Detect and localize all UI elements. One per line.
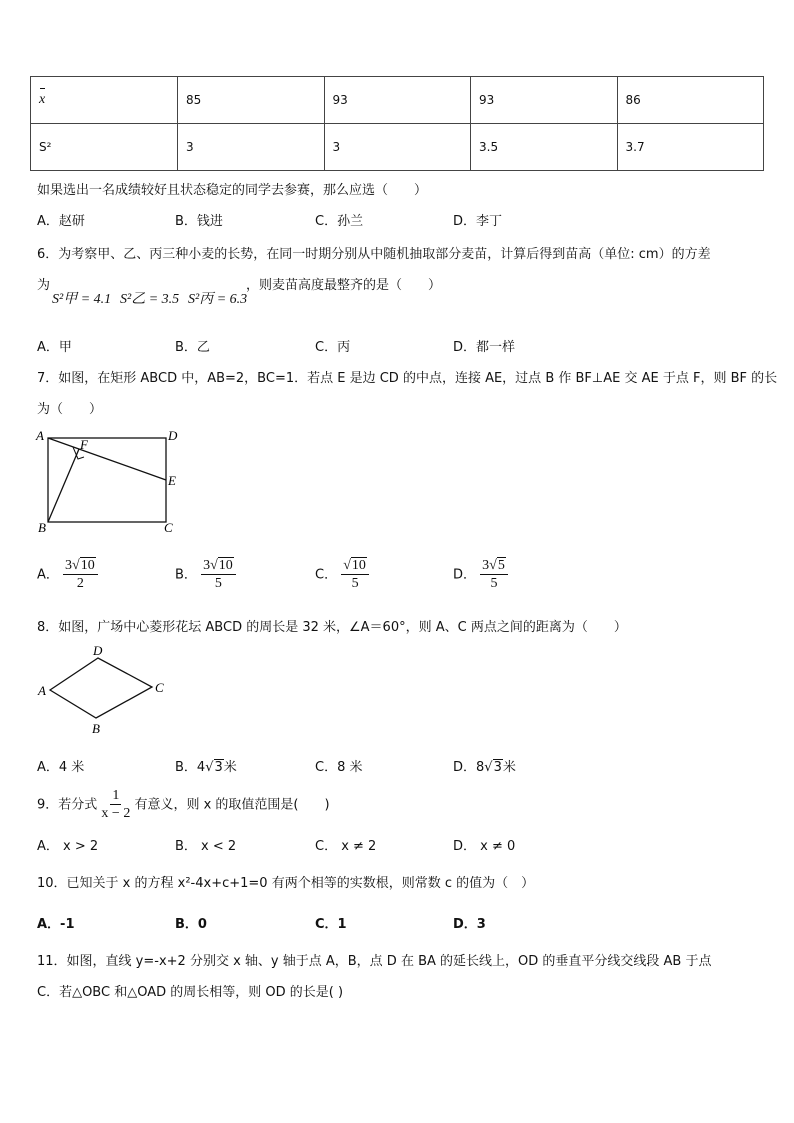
table-cell: 93 bbox=[471, 77, 618, 124]
q7-option-d[interactable]: D． $\frac{3√5}{5}$ bbox=[453, 558, 508, 592]
q9-option-d[interactable]: D． x ≠ 0 bbox=[453, 839, 516, 854]
vertex-label-c: C bbox=[155, 680, 164, 695]
q8-stem: 8．如图，广场中心菱形花坛 ABCD 的周长是 32 米，∠A＝60°，则 A、C 两点之间的距离为（ ） bbox=[37, 620, 627, 635]
vertex-label-a: A bbox=[36, 428, 44, 443]
q8-option-b[interactable]: B．4√3米 bbox=[175, 760, 237, 775]
q9-fraction: $\frac{1}{x - 2}$ bbox=[101, 788, 131, 822]
segment-bf bbox=[48, 449, 79, 522]
table-cell: 3.5 bbox=[471, 124, 618, 171]
variance-label: S² bbox=[31, 124, 178, 171]
q6-variance-3: S²丙 = 6.3 bbox=[188, 292, 248, 307]
table-cell: 3 bbox=[324, 124, 471, 171]
q8-option-a[interactable]: A．4 米 bbox=[37, 760, 85, 775]
q6-option-a[interactable]: A．甲 bbox=[37, 340, 72, 355]
q7-option-b[interactable]: B． $\frac{3√10}{5}$ bbox=[175, 558, 236, 592]
q8-option-c[interactable]: C．8 米 bbox=[315, 760, 363, 775]
q6-option-d[interactable]: D．都一样 bbox=[453, 340, 516, 355]
vertex-label-b: B bbox=[92, 721, 100, 736]
q7-option-c[interactable]: C． $\frac{√10}{5}$ bbox=[315, 558, 369, 592]
vertex-label-e: E bbox=[168, 473, 176, 488]
vertex-label-a: A bbox=[38, 683, 46, 698]
vertex-label-f: F bbox=[80, 437, 88, 452]
q5-option-b[interactable]: B．钱进 bbox=[175, 214, 223, 229]
q11-stem-end: C．若△OBC 和△OAD 的周长相等，则 OD 的长是( ) bbox=[37, 985, 344, 1000]
q7-stem-end: 为（ ） bbox=[37, 402, 103, 417]
mean-label: x bbox=[31, 77, 178, 124]
table-cell: 3 bbox=[178, 124, 325, 171]
table-row bbox=[31, 124, 764, 171]
rectangle-figure bbox=[34, 424, 184, 540]
q8-option-d[interactable]: D．8√3米 bbox=[453, 760, 516, 775]
table-cell: 85 bbox=[178, 77, 325, 124]
table-row bbox=[31, 77, 764, 124]
q11-stem: 11．如图，直线 y=-x+2 分别交 x 轴、y 轴于点 A，B，点 D 在 BA 的延长线上，OD 的垂直平分线交线段 AB 于点 bbox=[37, 954, 712, 969]
q6-lead: 为 bbox=[37, 278, 51, 293]
q5-stem: 如果选出一名成绩较好且状态稳定的同学去参赛，那么应选（ ） bbox=[37, 183, 428, 198]
table-cell: 3.7 bbox=[617, 124, 764, 171]
rhombus-abcd bbox=[50, 658, 152, 718]
table-cell: 86 bbox=[617, 77, 764, 124]
q5-option-c[interactable]: C．孙兰 bbox=[315, 214, 364, 229]
q10-option-a[interactable]: A．-1 bbox=[37, 917, 75, 932]
q6-option-c[interactable]: C．丙 bbox=[315, 340, 351, 355]
q6-option-b[interactable]: B．乙 bbox=[175, 340, 210, 355]
q6-stem-end: ，则麦苗高度最整齐的是（ ） bbox=[246, 278, 442, 293]
q9-option-b[interactable]: B． x < 2 bbox=[175, 839, 237, 854]
vertex-label-b: B bbox=[38, 520, 46, 535]
q6-variance-2: S²乙 = 3.5 bbox=[120, 292, 180, 307]
q5-option-a[interactable]: A．赵研 bbox=[37, 214, 85, 229]
q6-variance-1: S²甲 = 4.1 bbox=[52, 292, 112, 307]
rhombus-figure bbox=[34, 642, 174, 738]
vertex-label-c: C bbox=[164, 520, 173, 535]
q9-option-c[interactable]: C． x ≠ 2 bbox=[315, 839, 377, 854]
q7-stem: 7．如图，在矩形 ABCD 中，AB=2，BC=1．若点 E 是边 CD 的中点，连接 AE，过点 B 作 BF⊥AE 交 AE 于点 F，则 BF 的长 bbox=[37, 371, 778, 386]
segment-ae bbox=[48, 438, 166, 480]
q10-option-b[interactable]: B．0 bbox=[175, 917, 207, 932]
q10-option-c[interactable]: C．1 bbox=[315, 917, 347, 932]
q7-option-a[interactable]: A． $\frac{3√10}{2}$ bbox=[37, 558, 98, 592]
vertex-label-d: D bbox=[168, 428, 178, 443]
vertex-label-d: D bbox=[93, 643, 103, 658]
q10-option-d[interactable]: D．3 bbox=[453, 917, 486, 932]
q10-stem: 10．已知关于 x 的方程 x²-4x+c+1=0 有两个相等的实数根，则常数 c 的值为（ ） bbox=[37, 876, 535, 891]
q9-stem: 9．若分式 $\frac{1}{x - 2}$ 有意义，则 x 的取值范围是( ) bbox=[37, 788, 330, 822]
q9-option-a[interactable]: A． x > 2 bbox=[37, 839, 99, 854]
q5-option-d[interactable]: D．李丁 bbox=[453, 214, 503, 229]
table-cell: 93 bbox=[324, 77, 471, 124]
q6-stem: 6．为考察甲、乙、丙三种小麦的长势，在同一时期分别从中随机抽取部分麦苗，计算后得到苗高（单位: cm）的方差 bbox=[37, 247, 711, 262]
variance-table bbox=[30, 76, 764, 171]
